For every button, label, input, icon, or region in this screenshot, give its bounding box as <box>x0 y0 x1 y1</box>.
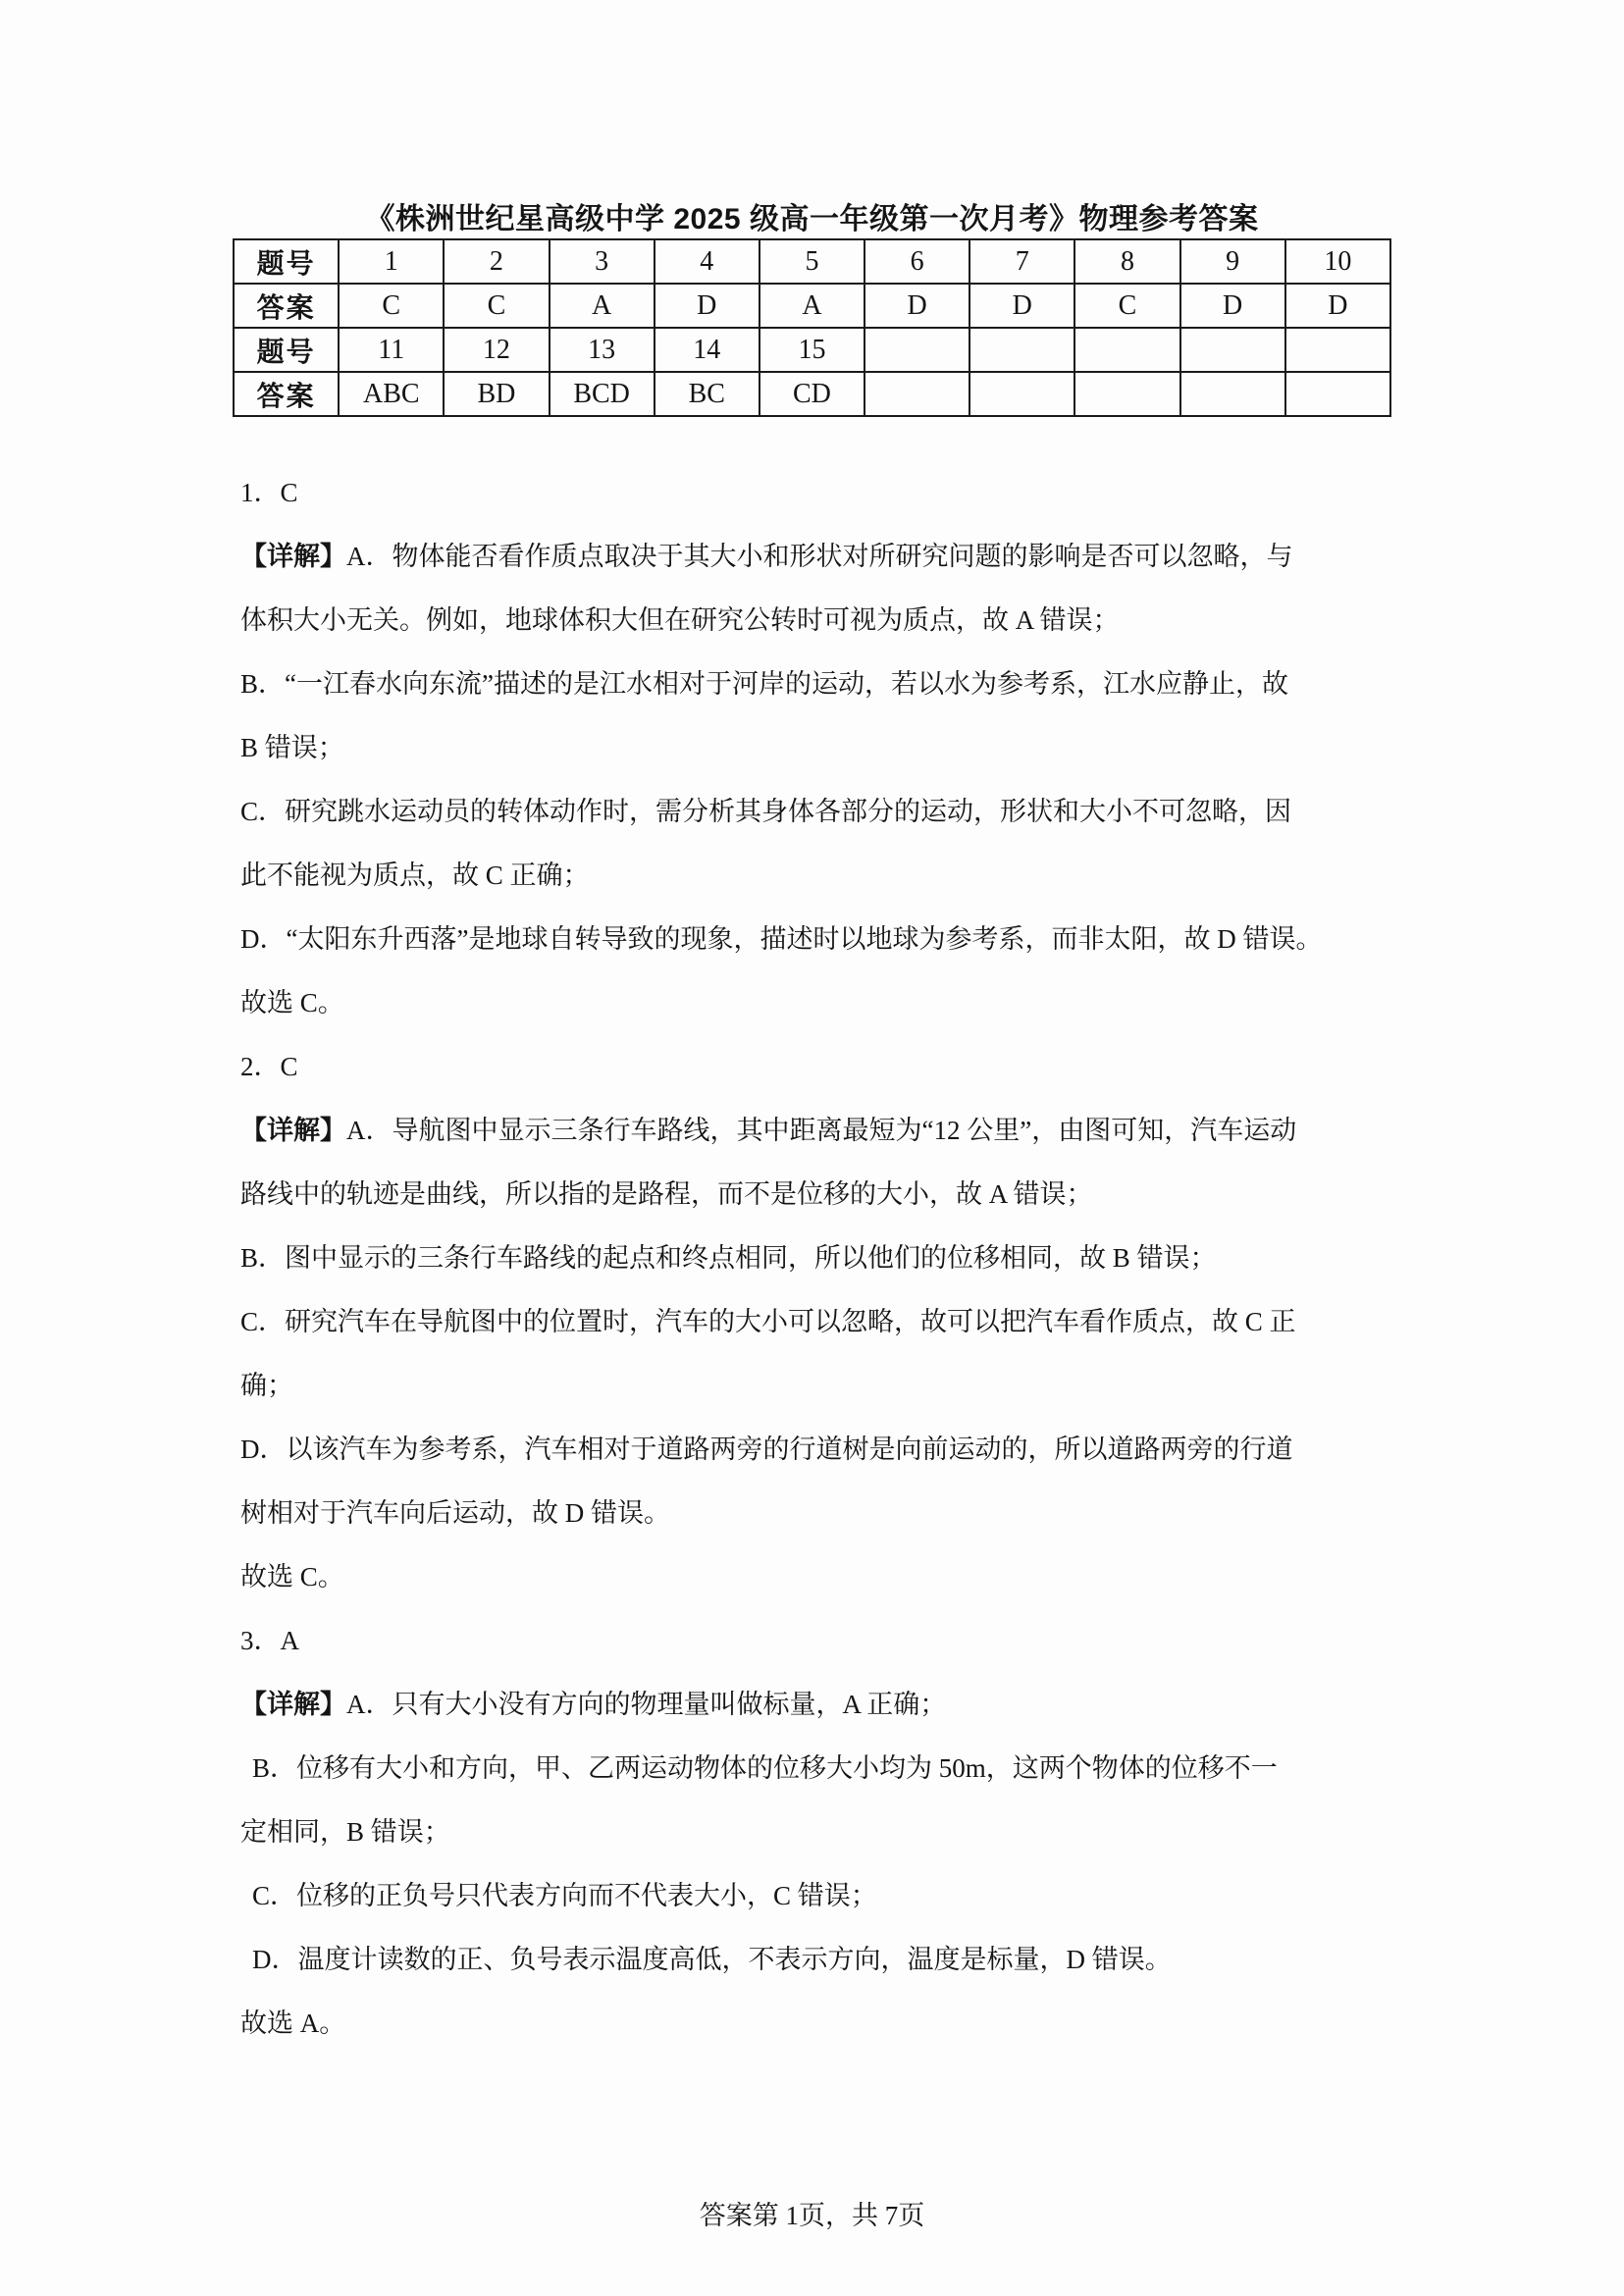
table-row <box>234 372 1390 416</box>
answer-cell <box>864 328 969 372</box>
solution-line: 确； <box>240 1371 293 1400</box>
row-header-cell: 题号 <box>234 328 339 372</box>
solution-line: C．研究汽车在导航图中的位置时，汽车的大小可以忽略，故可以把汽车看作质点，故 C 正 <box>240 1307 1296 1336</box>
answer-cell <box>969 372 1074 416</box>
answer-cell: 8 <box>1074 239 1179 284</box>
answer-cell: 7 <box>969 239 1074 284</box>
solution-line: 【详解】A．导航图中显示三条行车路线，其中距离最短为“12 公里”，由图可知，汽车运动 <box>240 1116 1297 1145</box>
table-row <box>234 239 1390 284</box>
answer-cell: 1 <box>339 239 444 284</box>
solution-line: 3．A <box>240 1626 299 1655</box>
answer-cell: 4 <box>655 239 760 284</box>
solution-line: B．图中显示的三条行车路线的起点和终点相同，所以他们的位移相同，故 B 错误； <box>240 1243 1217 1273</box>
answer-cell: D <box>969 284 1074 328</box>
answer-cell: C <box>339 284 444 328</box>
solution-line: C．位移的正负号只代表方向而不代表大小，C 错误； <box>252 1881 877 1910</box>
table-row <box>234 328 1390 372</box>
answer-cell <box>1180 328 1285 372</box>
row-header-cell: 题号 <box>234 239 339 284</box>
answer-cell: 11 <box>339 328 444 372</box>
answer-cell: 6 <box>864 239 969 284</box>
solution-line: 【详解】A．物体能否看作质点取决于其大小和形状对所研究问题的影响是否可以忽略，与 <box>240 542 1293 571</box>
solution-line: 树相对于汽车向后运动，故 D 错误。 <box>240 1498 670 1528</box>
answer-cell: D <box>1285 284 1390 328</box>
answer-cell: ABC <box>339 372 444 416</box>
solution-line: D．以该汽车为参考系，汽车相对于道路两旁的行道树是向前运动的，所以道路两旁的行道 <box>240 1435 1293 1464</box>
solution-line: 定相同，B 错误； <box>240 1817 450 1847</box>
answer-cell: 5 <box>760 239 864 284</box>
answer-cell <box>1074 372 1179 416</box>
answer-cell <box>1285 372 1390 416</box>
answer-cell: D <box>864 284 969 328</box>
solution-line: 1．C <box>240 478 298 507</box>
answer-cell: A <box>550 284 655 328</box>
solution-line: C．研究跳水运动员的转体动作时，需分析其身体各部分的运动，形状和大小不可忽略，因 <box>240 797 1292 826</box>
answer-cell: 2 <box>444 239 549 284</box>
answer-cell: 3 <box>550 239 655 284</box>
solution-line: D．“太阳东升西落”是地球自转导致的现象，描述时以地球为参考系，而非太阳，故 D 错误。 <box>240 924 1323 954</box>
answer-cell: BC <box>655 372 760 416</box>
solution-line: 故选 C。 <box>240 1562 344 1592</box>
answer-cell <box>1180 372 1285 416</box>
detail-label: 【详解】 <box>240 1116 346 1145</box>
solution-line: B．“一江春水向东流”描述的是江水相对于河岸的运动，若以水为参考系，江水应静止，故 <box>240 669 1288 699</box>
answer-cell: 14 <box>655 328 760 372</box>
solution-line: B 错误； <box>240 733 344 762</box>
answer-cell: C <box>444 284 549 328</box>
solution-line: 路线中的轨迹是曲线，所以指的是路程，而不是位移的大小，故 A 错误； <box>240 1179 1093 1209</box>
answer-cell: 12 <box>444 328 549 372</box>
solutions <box>240 461 1408 2056</box>
answer-cell: 9 <box>1180 239 1285 284</box>
row-header-cell: 答案 <box>234 372 339 416</box>
answer-cell: A <box>760 284 864 328</box>
answer-cell: C <box>1074 284 1179 328</box>
answer-cell: 13 <box>550 328 655 372</box>
answer-cell: BD <box>444 372 549 416</box>
answer-cell: BCD <box>550 372 655 416</box>
solution-line: 2．C <box>240 1052 298 1081</box>
solution-line: B．位移有大小和方向，甲、乙两运动物体的位移大小均为 50m，这两个物体的位移不一 <box>252 1753 1278 1783</box>
solution-line: 【详解】A．只有大小没有方向的物理量叫做标量，A 正确； <box>240 1690 947 1719</box>
page-title: 《株洲世纪星高级中学 2025 级高一年级第一次月考》物理参考答案 <box>365 203 1259 235</box>
answer-cell <box>1285 328 1390 372</box>
row-header-cell: 答案 <box>234 284 339 328</box>
solution-line: 此不能视为质点，故 C 正确； <box>240 861 590 890</box>
solution-line: D．温度计读数的正、负号表示温度高低，不表示方向，温度是标量，D 错误。 <box>252 1945 1172 1974</box>
answer-cell: D <box>1180 284 1285 328</box>
solution-line: 体积大小无关。例如，地球体积大但在研究公转时可视为质点，故 A 错误； <box>240 605 1120 635</box>
answer-cell: 10 <box>1285 239 1390 284</box>
detail-label: 【详解】 <box>240 542 346 571</box>
answer-cell: CD <box>760 372 864 416</box>
answer-cell: 15 <box>760 328 864 372</box>
answer-cell <box>1074 328 1179 372</box>
detail-label: 【详解】 <box>240 1690 346 1719</box>
answer-cell <box>864 372 969 416</box>
answer-cell: D <box>655 284 760 328</box>
page-footer: 答案第 1页，共 7页 <box>699 2201 925 2230</box>
table-row <box>234 284 1390 328</box>
answer-table-body <box>234 239 1390 416</box>
solution-line: 故选 A。 <box>240 2009 346 2038</box>
answer-cell <box>969 328 1074 372</box>
answer-table <box>233 238 1391 417</box>
solution-line: 故选 C。 <box>240 988 344 1018</box>
